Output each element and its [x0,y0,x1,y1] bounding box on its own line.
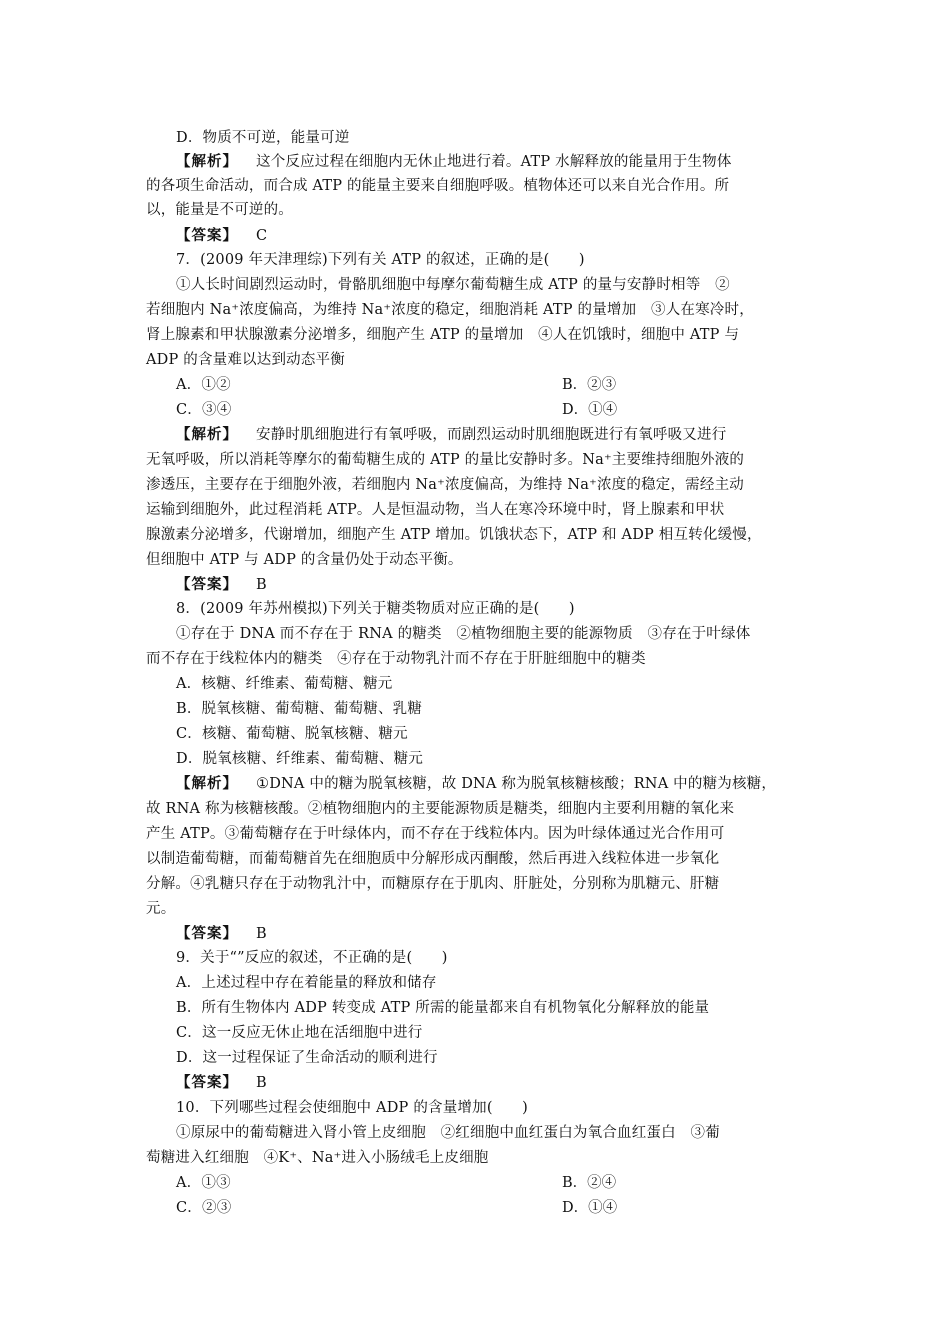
q7-analysis-line-3: 渗透压，主要存在于细胞外液，若细胞内 Na⁺浓度偏高，为维持 Na⁺浓度的稳定，需经主动 [146,477,744,493]
q6-option-d: D．物质不可逆，能量可逆 [176,130,350,146]
q7-statement-line-4: ADP 的含量难以达到动态平衡 [146,352,345,368]
answer-tag: 【答案】 [176,227,238,244]
answer-value: B [256,577,267,593]
q7-answer [176,573,808,597]
analysis-tag: 【解析】 [176,775,238,792]
q10-stem: 10．下列哪些过程会使细胞中 ADP 的含量增加( ) [176,1100,528,1116]
q7-analysis-line-2: 无氧呼吸，所以消耗等摩尔的葡萄糖生成的 ATP 的量比安静时多。Na⁺主要维持细胞外液的 [146,452,745,468]
q8-option-d: D．脱氧核糖、纤维素、葡萄糖、糖元 [176,751,424,767]
q9-option-c: C．这一反应无休止地在活细胞中进行 [176,1025,423,1041]
q9-option-b: B．所有生物体内 ADP 转变成 ATP 所需的能量都来自有机物氧化分解释放的能量 [176,1000,710,1016]
q7-stem: 7．(2009 年天津理综)下列有关 ATP 的叙述，正确的是( ) [176,252,585,268]
q9-option-d: D．这一过程保证了生命活动的顺利进行 [176,1050,438,1066]
q6-answer [176,224,808,248]
q8-analysis-line-1: 【解析】 ①DNA 中的糖为脱氧核糖，故 DNA 称为脱氧核糖核酸；RNA 中的糖为核糖， [176,775,777,792]
q10-option-b: B．②④ [562,1175,617,1191]
answer-value: B [256,926,267,942]
answer-tag: 【答案】 [176,1074,238,1091]
q8-answer [176,922,808,946]
q8-analysis-line-4: 以制造葡萄糖，而葡萄糖首先在细胞质中分解形成丙酮酸，然后再进入线粒体进一步氧化 [146,851,720,867]
q10-option-a: A．①③ [176,1175,231,1191]
answer-tag: 【答案】 [176,925,238,942]
q8-analysis-line-6: 元。 [146,901,176,917]
q7-option-c: C．③④ [176,402,232,418]
q7-statement-line-2: 若细胞内 Na⁺浓度偏高，为维持 Na⁺浓度的稳定，细胞消耗 ATP 的量增加 ③人在寒冷时， [146,302,754,318]
q8-option-a: A．核糖、纤维素、葡萄糖、糖元 [176,676,393,692]
analysis-tag: 【解析】 [176,426,238,443]
q8-statement-line-2: 而不存在于线粒体内的糖类 ④存在于动物乳汁而不存在于肝脏细胞中的糖类 [146,651,646,667]
q7-statement-line-3: 肾上腺素和甲状腺激素分泌增多，细胞产生 ATP 的量增加 ④人在饥饿时，细胞中 ATP 与 [146,327,740,343]
q7-statement-line-1: ①人长时间剧烈运动时，骨骼肌细胞中每摩尔葡萄糖生成 ATP 的量与安静时相等 ② [176,277,730,293]
q7-option-d: D．①④ [562,402,618,418]
q8-statement-line-1: ①存在于 DNA 而不存在于 RNA 的糖类 ②植物细胞主要的能源物质 ③存在于叶绿体 [176,626,751,642]
answer-tag: 【答案】 [176,576,238,593]
q6-analysis-line-3: 以，能量是不可逆的。 [146,202,293,218]
q6-analysis-line-1: 【解析】 这个反应过程在细胞内无休止地进行着。ATP 水解释放的能量用于生物体 [176,153,732,170]
q9-option-a: A．上述过程中存在着能量的释放和储存 [176,975,437,991]
q10-statement-line-1: ①原尿中的葡萄糖进入肾小管上皮细胞 ②红细胞中血红蛋白为氧合血红蛋白 ③葡 [176,1125,720,1141]
q7-analysis-line-6: 但细胞中 ATP 与 ADP 的含量仍处于动态平衡。 [146,552,463,568]
answer-value: C [256,228,268,244]
q7-analysis-line-5: 腺激素分泌增多，代谢增加，细胞产生 ATP 增加。饥饿状态下，ATP 和 ADP 相互转化缓慢， [146,527,762,543]
q9-stem: 9．关于“”反应的叙述，不正确的是( ) [176,950,448,966]
q10-statement-line-2: 萄糖进入红细胞 ④K⁺、Na⁺进入小肠绒毛上皮细胞 [146,1150,489,1166]
q8-stem: 8．(2009 年苏州模拟)下列关于糖类物质对应正确的是( ) [176,601,575,617]
q8-option-b: B．脱氧核糖、葡萄糖、葡萄糖、乳糖 [176,701,423,717]
q8-analysis-line-3: 产生 ATP。③葡萄糖存在于叶绿体内，而不存在于线粒体内。因为叶绿体通过光合作用可 [146,826,725,842]
q8-analysis-line-2: 故 RNA 称为核糖核酸。②植物细胞内的主要能源物质是糖类，细胞内主要利用糖的氧化来 [146,801,735,817]
analysis-tag: 【解析】 [176,153,238,170]
q6-analysis-line-2: 的各项生命活动，而合成 ATP 的能量主要来自细胞呼吸。植物体还可以来自光合作用。所 [146,178,730,194]
q7-option-b: B．②③ [562,377,617,393]
answer-value: B [256,1075,267,1091]
q8-analysis-line-5: 分解。④乳糖只存在于动物乳汁中，而糖原存在于肌肉、肝脏处，分别称为肌糖元、肝糖 [146,876,720,892]
q10-option-d: D．①④ [562,1200,618,1216]
q9-answer [176,1071,808,1095]
q10-option-c: C．②③ [176,1200,232,1216]
q7-analysis-line-1: 【解析】 安静时肌细胞进行有氧呼吸，而剧烈运动时肌细胞既进行有氧呼吸又进行 [176,426,727,443]
q7-analysis-line-4: 运输到细胞外，此过程消耗 ATP。人是恒温动物，当人在寒冷环境中时，肾上腺素和甲状 [146,502,725,518]
q7-option-a: A．①② [176,377,231,393]
q8-option-c: C．核糖、葡萄糖、脱氧核糖、糖元 [176,726,408,742]
